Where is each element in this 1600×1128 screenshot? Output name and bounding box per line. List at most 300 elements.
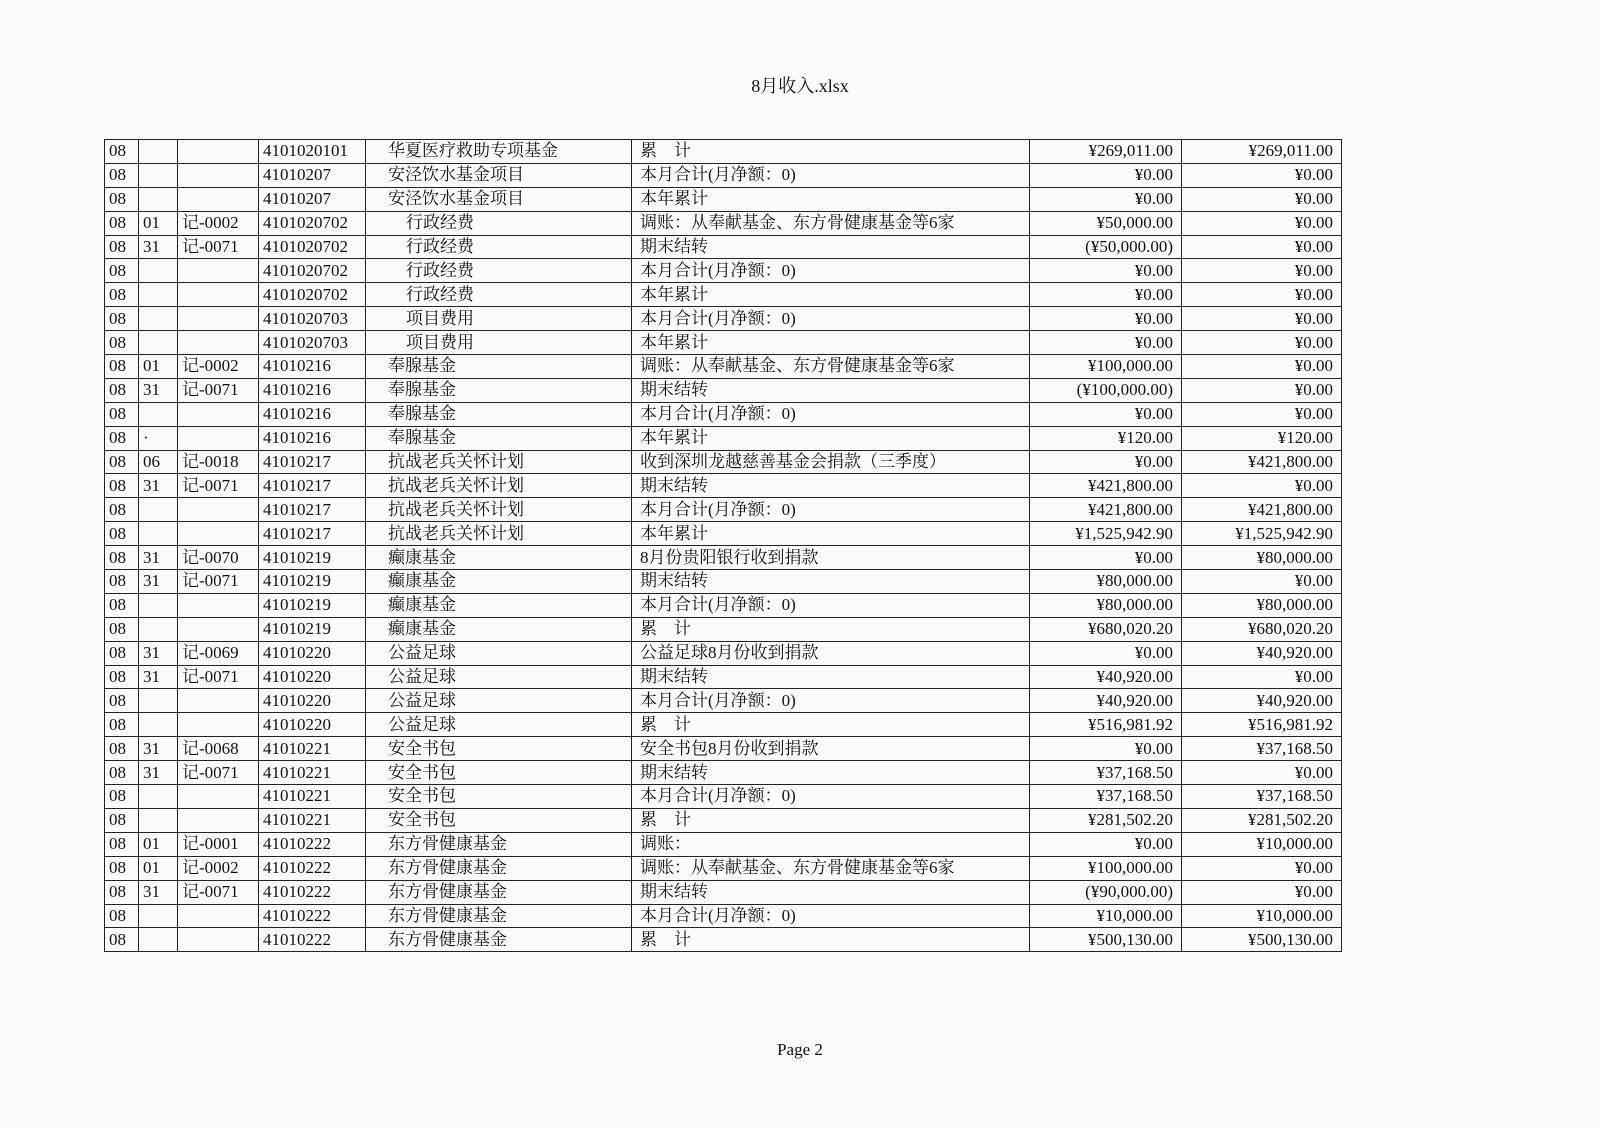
cell-amount-debit: ¥120.00 bbox=[1030, 426, 1182, 450]
cell-summary: 期末结转 bbox=[632, 474, 1030, 498]
cell-day bbox=[139, 140, 178, 164]
cell-account-code: 41010222 bbox=[259, 880, 366, 904]
cell-day bbox=[139, 163, 178, 187]
cell-amount-credit: ¥10,000.00 bbox=[1182, 832, 1342, 856]
cell-month: 08 bbox=[105, 617, 139, 641]
cell-month: 08 bbox=[105, 331, 139, 355]
cell-month: 08 bbox=[105, 904, 139, 928]
cell-amount-debit: ¥269,011.00 bbox=[1030, 140, 1182, 164]
cell-summary: 期末结转 bbox=[632, 880, 1030, 904]
cell-month: 08 bbox=[105, 307, 139, 331]
cell-amount-credit: ¥0.00 bbox=[1182, 355, 1342, 379]
cell-month: 08 bbox=[105, 641, 139, 665]
cell-voucher bbox=[178, 593, 259, 617]
cell-month: 08 bbox=[105, 737, 139, 761]
cell-account-name: 奉腺基金 bbox=[366, 355, 632, 379]
cell-amount-credit: ¥0.00 bbox=[1182, 331, 1342, 355]
cell-amount-debit: ¥0.00 bbox=[1030, 307, 1182, 331]
cell-amount-debit: ¥0.00 bbox=[1030, 546, 1182, 570]
cell-account-code: 41010220 bbox=[259, 641, 366, 665]
cell-voucher bbox=[178, 713, 259, 737]
cell-voucher bbox=[178, 522, 259, 546]
cell-day: 06 bbox=[139, 450, 178, 474]
cell-voucher bbox=[178, 140, 259, 164]
cell-amount-credit: ¥0.00 bbox=[1182, 163, 1342, 187]
cell-amount-credit: ¥500,130.00 bbox=[1182, 928, 1342, 952]
ledger-body bbox=[105, 140, 1342, 952]
cell-voucher: 记-0071 bbox=[178, 474, 259, 498]
cell-day bbox=[139, 498, 178, 522]
cell-account-name: 东方骨健康基金 bbox=[366, 856, 632, 880]
cell-voucher: 记-0071 bbox=[178, 235, 259, 259]
cell-summary: 累 计 bbox=[632, 617, 1030, 641]
table-row bbox=[105, 378, 1342, 402]
cell-amount-debit: ¥50,000.00 bbox=[1030, 211, 1182, 235]
cell-account-code: 41010216 bbox=[259, 402, 366, 426]
cell-voucher: 记-0071 bbox=[178, 761, 259, 785]
cell-amount-debit: ¥680,020.20 bbox=[1030, 617, 1182, 641]
cell-month: 08 bbox=[105, 808, 139, 832]
cell-account-name: 安泾饮水基金项目 bbox=[366, 163, 632, 187]
cell-account-name: 抗战老兵关怀计划 bbox=[366, 498, 632, 522]
cell-account-code: 41010219 bbox=[259, 570, 366, 594]
cell-day bbox=[139, 928, 178, 952]
cell-account-code: 41010207 bbox=[259, 163, 366, 187]
cell-amount-debit: ¥0.00 bbox=[1030, 450, 1182, 474]
cell-summary: 本年累计 bbox=[632, 426, 1030, 450]
cell-amount-credit: ¥0.00 bbox=[1182, 402, 1342, 426]
cell-account-name: 东方骨健康基金 bbox=[366, 904, 632, 928]
cell-day: 01 bbox=[139, 211, 178, 235]
table-row bbox=[105, 689, 1342, 713]
cell-amount-debit: ¥0.00 bbox=[1030, 641, 1182, 665]
cell-summary: 8月份贵阳银行收到捐款 bbox=[632, 546, 1030, 570]
cell-amount-debit: ¥80,000.00 bbox=[1030, 570, 1182, 594]
cell-month: 08 bbox=[105, 259, 139, 283]
cell-summary: 本年累计 bbox=[632, 283, 1030, 307]
cell-summary: 本月合计(月净额：0) bbox=[632, 259, 1030, 283]
table-row bbox=[105, 211, 1342, 235]
cell-day: 31 bbox=[139, 235, 178, 259]
cell-amount-credit: ¥10,000.00 bbox=[1182, 904, 1342, 928]
cell-month: 08 bbox=[105, 593, 139, 617]
cell-amount-debit: ¥1,525,942.90 bbox=[1030, 522, 1182, 546]
table-row bbox=[105, 808, 1342, 832]
cell-amount-debit: ¥281,502.20 bbox=[1030, 808, 1182, 832]
cell-day: 31 bbox=[139, 474, 178, 498]
cell-amount-debit: (¥100,000.00) bbox=[1030, 378, 1182, 402]
cell-amount-credit: ¥37,168.50 bbox=[1182, 785, 1342, 809]
cell-account-code: 4101020101 bbox=[259, 140, 366, 164]
cell-account-code: 41010221 bbox=[259, 737, 366, 761]
cell-day: 31 bbox=[139, 570, 178, 594]
cell-voucher bbox=[178, 498, 259, 522]
cell-amount-credit: ¥421,800.00 bbox=[1182, 450, 1342, 474]
cell-month: 08 bbox=[105, 450, 139, 474]
cell-account-code: 41010216 bbox=[259, 426, 366, 450]
cell-account-name: 癫康基金 bbox=[366, 546, 632, 570]
cell-summary: 期末结转 bbox=[632, 378, 1030, 402]
cell-month: 08 bbox=[105, 235, 139, 259]
table-row bbox=[105, 522, 1342, 546]
cell-month: 08 bbox=[105, 355, 139, 379]
cell-account-code: 41010220 bbox=[259, 665, 366, 689]
table-row bbox=[105, 570, 1342, 594]
cell-month: 08 bbox=[105, 570, 139, 594]
cell-account-name: 奉腺基金 bbox=[366, 378, 632, 402]
cell-amount-debit: (¥90,000.00) bbox=[1030, 880, 1182, 904]
cell-account-name: 东方骨健康基金 bbox=[366, 928, 632, 952]
cell-month: 08 bbox=[105, 832, 139, 856]
cell-account-name: 安全书包 bbox=[366, 808, 632, 832]
cell-day: 01 bbox=[139, 856, 178, 880]
cell-month: 08 bbox=[105, 498, 139, 522]
cell-month: 08 bbox=[105, 140, 139, 164]
cell-account-name: 行政经费 bbox=[366, 259, 632, 283]
table-row bbox=[105, 307, 1342, 331]
cell-month: 08 bbox=[105, 426, 139, 450]
cell-account-code: 41010216 bbox=[259, 355, 366, 379]
cell-voucher bbox=[178, 617, 259, 641]
cell-month: 08 bbox=[105, 402, 139, 426]
table-row bbox=[105, 402, 1342, 426]
cell-month: 08 bbox=[105, 785, 139, 809]
cell-day bbox=[139, 402, 178, 426]
cell-account-code: 4101020703 bbox=[259, 307, 366, 331]
cell-amount-credit: ¥0.00 bbox=[1182, 307, 1342, 331]
cell-account-code: 41010217 bbox=[259, 498, 366, 522]
cell-day: 31 bbox=[139, 378, 178, 402]
cell-month: 08 bbox=[105, 665, 139, 689]
cell-account-code: 41010220 bbox=[259, 713, 366, 737]
cell-amount-credit: ¥1,525,942.90 bbox=[1182, 522, 1342, 546]
cell-amount-credit: ¥0.00 bbox=[1182, 474, 1342, 498]
cell-amount-credit: ¥80,000.00 bbox=[1182, 593, 1342, 617]
table-row bbox=[105, 713, 1342, 737]
cell-day bbox=[139, 331, 178, 355]
cell-account-code: 4101020703 bbox=[259, 331, 366, 355]
table-row bbox=[105, 761, 1342, 785]
cell-account-name: 奉腺基金 bbox=[366, 402, 632, 426]
cell-account-name: 公益足球 bbox=[366, 665, 632, 689]
ledger-table bbox=[104, 139, 1342, 952]
cell-summary: 本月合计(月净额：0) bbox=[632, 402, 1030, 426]
cell-amount-credit: ¥0.00 bbox=[1182, 259, 1342, 283]
cell-account-name: 东方骨健康基金 bbox=[366, 880, 632, 904]
cell-month: 08 bbox=[105, 546, 139, 570]
page-number: Page 2 bbox=[777, 1040, 823, 1059]
cell-account-code: 41010222 bbox=[259, 928, 366, 952]
cell-amount-credit: ¥0.00 bbox=[1182, 880, 1342, 904]
cell-amount-credit: ¥0.00 bbox=[1182, 665, 1342, 689]
cell-month: 08 bbox=[105, 689, 139, 713]
cell-summary: 本月合计(月净额：0) bbox=[632, 904, 1030, 928]
cell-account-code: 41010221 bbox=[259, 785, 366, 809]
cell-account-code: 41010217 bbox=[259, 450, 366, 474]
cell-summary: 累 计 bbox=[632, 713, 1030, 737]
table-row bbox=[105, 832, 1342, 856]
cell-amount-debit: ¥0.00 bbox=[1030, 163, 1182, 187]
cell-amount-debit: ¥40,920.00 bbox=[1030, 665, 1182, 689]
cell-day: · bbox=[139, 426, 178, 450]
cell-day: 31 bbox=[139, 641, 178, 665]
cell-account-code: 41010219 bbox=[259, 617, 366, 641]
cell-amount-debit: (¥50,000.00) bbox=[1030, 235, 1182, 259]
cell-day bbox=[139, 522, 178, 546]
cell-account-code: 4101020702 bbox=[259, 283, 366, 307]
cell-account-name: 东方骨健康基金 bbox=[366, 832, 632, 856]
cell-amount-debit: ¥516,981.92 bbox=[1030, 713, 1182, 737]
cell-amount-debit: ¥80,000.00 bbox=[1030, 593, 1182, 617]
cell-amount-debit: ¥0.00 bbox=[1030, 331, 1182, 355]
cell-summary: 本月合计(月净额：0) bbox=[632, 593, 1030, 617]
cell-voucher bbox=[178, 785, 259, 809]
cell-day: 31 bbox=[139, 737, 178, 761]
cell-voucher bbox=[178, 331, 259, 355]
cell-amount-credit: ¥40,920.00 bbox=[1182, 641, 1342, 665]
table-row bbox=[105, 617, 1342, 641]
cell-voucher: 记-0071 bbox=[178, 880, 259, 904]
cell-amount-credit: ¥0.00 bbox=[1182, 283, 1342, 307]
cell-summary: 本月合计(月净额：0) bbox=[632, 163, 1030, 187]
table-row bbox=[105, 904, 1342, 928]
cell-account-name: 抗战老兵关怀计划 bbox=[366, 474, 632, 498]
cell-voucher: 记-0018 bbox=[178, 450, 259, 474]
cell-month: 08 bbox=[105, 163, 139, 187]
table-row bbox=[105, 498, 1342, 522]
cell-amount-credit: ¥516,981.92 bbox=[1182, 713, 1342, 737]
cell-summary: 本月合计(月净额：0) bbox=[632, 498, 1030, 522]
cell-summary: 收到深圳龙越慈善基金会捐款（三季度） bbox=[632, 450, 1030, 474]
table-row bbox=[105, 474, 1342, 498]
cell-account-name: 华夏医疗救助专项基金 bbox=[366, 140, 632, 164]
table-row bbox=[105, 283, 1342, 307]
cell-month: 08 bbox=[105, 713, 139, 737]
cell-account-code: 41010222 bbox=[259, 832, 366, 856]
document-title: 8月收入.xlsx bbox=[751, 76, 849, 96]
cell-amount-debit: ¥0.00 bbox=[1030, 283, 1182, 307]
cell-amount-credit: ¥269,011.00 bbox=[1182, 140, 1342, 164]
cell-day bbox=[139, 713, 178, 737]
cell-summary: 期末结转 bbox=[632, 665, 1030, 689]
cell-amount-debit: ¥10,000.00 bbox=[1030, 904, 1182, 928]
cell-account-name: 公益足球 bbox=[366, 713, 632, 737]
cell-day: 31 bbox=[139, 665, 178, 689]
cell-amount-credit: ¥0.00 bbox=[1182, 856, 1342, 880]
cell-amount-debit: ¥421,800.00 bbox=[1030, 474, 1182, 498]
cell-account-name: 公益足球 bbox=[366, 689, 632, 713]
cell-month: 08 bbox=[105, 928, 139, 952]
cell-account-name: 癫康基金 bbox=[366, 617, 632, 641]
cell-voucher: 记-0071 bbox=[178, 570, 259, 594]
cell-day bbox=[139, 617, 178, 641]
cell-amount-credit: ¥80,000.00 bbox=[1182, 546, 1342, 570]
cell-account-name: 癫康基金 bbox=[366, 593, 632, 617]
cell-amount-debit: ¥40,920.00 bbox=[1030, 689, 1182, 713]
cell-day bbox=[139, 593, 178, 617]
cell-account-code: 41010207 bbox=[259, 187, 366, 211]
cell-summary: 期末结转 bbox=[632, 235, 1030, 259]
cell-day bbox=[139, 259, 178, 283]
cell-voucher bbox=[178, 402, 259, 426]
cell-account-name: 安全书包 bbox=[366, 737, 632, 761]
cell-account-code: 41010221 bbox=[259, 808, 366, 832]
cell-day bbox=[139, 307, 178, 331]
cell-amount-credit: ¥0.00 bbox=[1182, 211, 1342, 235]
cell-account-name: 项目费用 bbox=[366, 307, 632, 331]
table-row bbox=[105, 187, 1342, 211]
cell-voucher: 记-0002 bbox=[178, 355, 259, 379]
cell-voucher: 记-0070 bbox=[178, 546, 259, 570]
cell-amount-debit: ¥421,800.00 bbox=[1030, 498, 1182, 522]
cell-day: 01 bbox=[139, 355, 178, 379]
cell-voucher bbox=[178, 163, 259, 187]
cell-amount-debit: ¥0.00 bbox=[1030, 737, 1182, 761]
cell-month: 08 bbox=[105, 474, 139, 498]
cell-amount-credit: ¥0.00 bbox=[1182, 378, 1342, 402]
cell-summary: 本月合计(月净额：0) bbox=[632, 307, 1030, 331]
cell-account-code: 41010220 bbox=[259, 689, 366, 713]
cell-summary: 公益足球8月份收到捐款 bbox=[632, 641, 1030, 665]
cell-account-code: 41010222 bbox=[259, 856, 366, 880]
cell-summary: 本月合计(月净额：0) bbox=[632, 785, 1030, 809]
cell-voucher bbox=[178, 689, 259, 713]
table-row bbox=[105, 331, 1342, 355]
cell-amount-debit: ¥100,000.00 bbox=[1030, 355, 1182, 379]
cell-voucher bbox=[178, 259, 259, 283]
cell-amount-credit: ¥0.00 bbox=[1182, 761, 1342, 785]
cell-account-code: 4101020702 bbox=[259, 259, 366, 283]
cell-summary: 调账：从奉献基金、东方骨健康基金等6家 bbox=[632, 211, 1030, 235]
cell-account-code: 41010219 bbox=[259, 546, 366, 570]
table-row bbox=[105, 785, 1342, 809]
cell-amount-credit: ¥40,920.00 bbox=[1182, 689, 1342, 713]
cell-account-code: 41010217 bbox=[259, 474, 366, 498]
cell-summary: 期末结转 bbox=[632, 570, 1030, 594]
cell-voucher bbox=[178, 187, 259, 211]
cell-voucher bbox=[178, 928, 259, 952]
cell-summary: 期末结转 bbox=[632, 761, 1030, 785]
cell-account-name: 癫康基金 bbox=[366, 570, 632, 594]
cell-amount-debit: ¥0.00 bbox=[1030, 259, 1182, 283]
cell-voucher: 记-0001 bbox=[178, 832, 259, 856]
cell-account-code: 41010217 bbox=[259, 522, 366, 546]
cell-day bbox=[139, 283, 178, 307]
cell-amount-credit: ¥680,020.20 bbox=[1182, 617, 1342, 641]
cell-month: 08 bbox=[105, 522, 139, 546]
table-row bbox=[105, 259, 1342, 283]
cell-account-name: 项目费用 bbox=[366, 331, 632, 355]
table-row bbox=[105, 737, 1342, 761]
cell-summary: 安全书包8月份收到捐款 bbox=[632, 737, 1030, 761]
cell-amount-credit: ¥0.00 bbox=[1182, 570, 1342, 594]
cell-voucher: 记-0002 bbox=[178, 211, 259, 235]
cell-day: 31 bbox=[139, 880, 178, 904]
cell-account-code: 4101020702 bbox=[259, 235, 366, 259]
table-row bbox=[105, 163, 1342, 187]
cell-month: 08 bbox=[105, 880, 139, 904]
cell-month: 08 bbox=[105, 378, 139, 402]
cell-amount-debit: ¥500,130.00 bbox=[1030, 928, 1182, 952]
cell-account-name: 行政经费 bbox=[366, 235, 632, 259]
cell-account-name: 安泾饮水基金项目 bbox=[366, 187, 632, 211]
cell-voucher: 记-0071 bbox=[178, 665, 259, 689]
cell-amount-credit: ¥120.00 bbox=[1182, 426, 1342, 450]
cell-summary: 调账： bbox=[632, 832, 1030, 856]
cell-summary: 累 计 bbox=[632, 140, 1030, 164]
table-row bbox=[105, 546, 1342, 570]
cell-account-name: 行政经费 bbox=[366, 283, 632, 307]
cell-month: 08 bbox=[105, 761, 139, 785]
table-row bbox=[105, 426, 1342, 450]
cell-amount-credit: ¥421,800.00 bbox=[1182, 498, 1342, 522]
cell-account-name: 抗战老兵关怀计划 bbox=[366, 522, 632, 546]
cell-summary: 调账：从奉献基金、东方骨健康基金等6家 bbox=[632, 856, 1030, 880]
cell-account-code: 41010216 bbox=[259, 378, 366, 402]
cell-voucher: 记-0068 bbox=[178, 737, 259, 761]
cell-summary: 本年累计 bbox=[632, 331, 1030, 355]
cell-day: 01 bbox=[139, 832, 178, 856]
table-row bbox=[105, 235, 1342, 259]
table-row bbox=[105, 641, 1342, 665]
cell-account-name: 奉腺基金 bbox=[366, 426, 632, 450]
table-row bbox=[105, 593, 1342, 617]
cell-month: 08 bbox=[105, 856, 139, 880]
cell-account-name: 公益足球 bbox=[366, 641, 632, 665]
cell-month: 08 bbox=[105, 187, 139, 211]
cell-summary: 累 计 bbox=[632, 808, 1030, 832]
cell-day: 31 bbox=[139, 546, 178, 570]
table-row bbox=[105, 880, 1342, 904]
cell-account-name: 安全书包 bbox=[366, 785, 632, 809]
cell-amount-debit: ¥0.00 bbox=[1030, 402, 1182, 426]
table-row bbox=[105, 140, 1342, 164]
cell-account-code: 4101020702 bbox=[259, 211, 366, 235]
table-row bbox=[105, 665, 1342, 689]
cell-day bbox=[139, 808, 178, 832]
cell-account-name: 抗战老兵关怀计划 bbox=[366, 450, 632, 474]
cell-amount-credit: ¥0.00 bbox=[1182, 187, 1342, 211]
cell-amount-debit: ¥0.00 bbox=[1030, 187, 1182, 211]
cell-voucher bbox=[178, 426, 259, 450]
cell-account-name: 安全书包 bbox=[366, 761, 632, 785]
cell-day: 31 bbox=[139, 761, 178, 785]
cell-summary: 本月合计(月净额：0) bbox=[632, 689, 1030, 713]
table-row bbox=[105, 355, 1342, 379]
cell-voucher bbox=[178, 808, 259, 832]
cell-voucher bbox=[178, 283, 259, 307]
cell-month: 08 bbox=[105, 211, 139, 235]
cell-day bbox=[139, 187, 178, 211]
cell-voucher: 记-0069 bbox=[178, 641, 259, 665]
cell-summary: 调账：从奉献基金、东方骨健康基金等6家 bbox=[632, 355, 1030, 379]
cell-day bbox=[139, 689, 178, 713]
table-row bbox=[105, 450, 1342, 474]
cell-amount-debit: ¥37,168.50 bbox=[1030, 785, 1182, 809]
cell-amount-debit: ¥100,000.00 bbox=[1030, 856, 1182, 880]
cell-account-code: 41010219 bbox=[259, 593, 366, 617]
cell-voucher: 记-0071 bbox=[178, 378, 259, 402]
table-row bbox=[105, 928, 1342, 952]
table-row bbox=[105, 856, 1342, 880]
cell-amount-debit: ¥0.00 bbox=[1030, 832, 1182, 856]
cell-summary: 本年累计 bbox=[632, 187, 1030, 211]
cell-account-name: 行政经费 bbox=[366, 211, 632, 235]
cell-account-code: 41010221 bbox=[259, 761, 366, 785]
cell-voucher bbox=[178, 307, 259, 331]
cell-amount-debit: ¥37,168.50 bbox=[1030, 761, 1182, 785]
cell-summary: 累 计 bbox=[632, 928, 1030, 952]
